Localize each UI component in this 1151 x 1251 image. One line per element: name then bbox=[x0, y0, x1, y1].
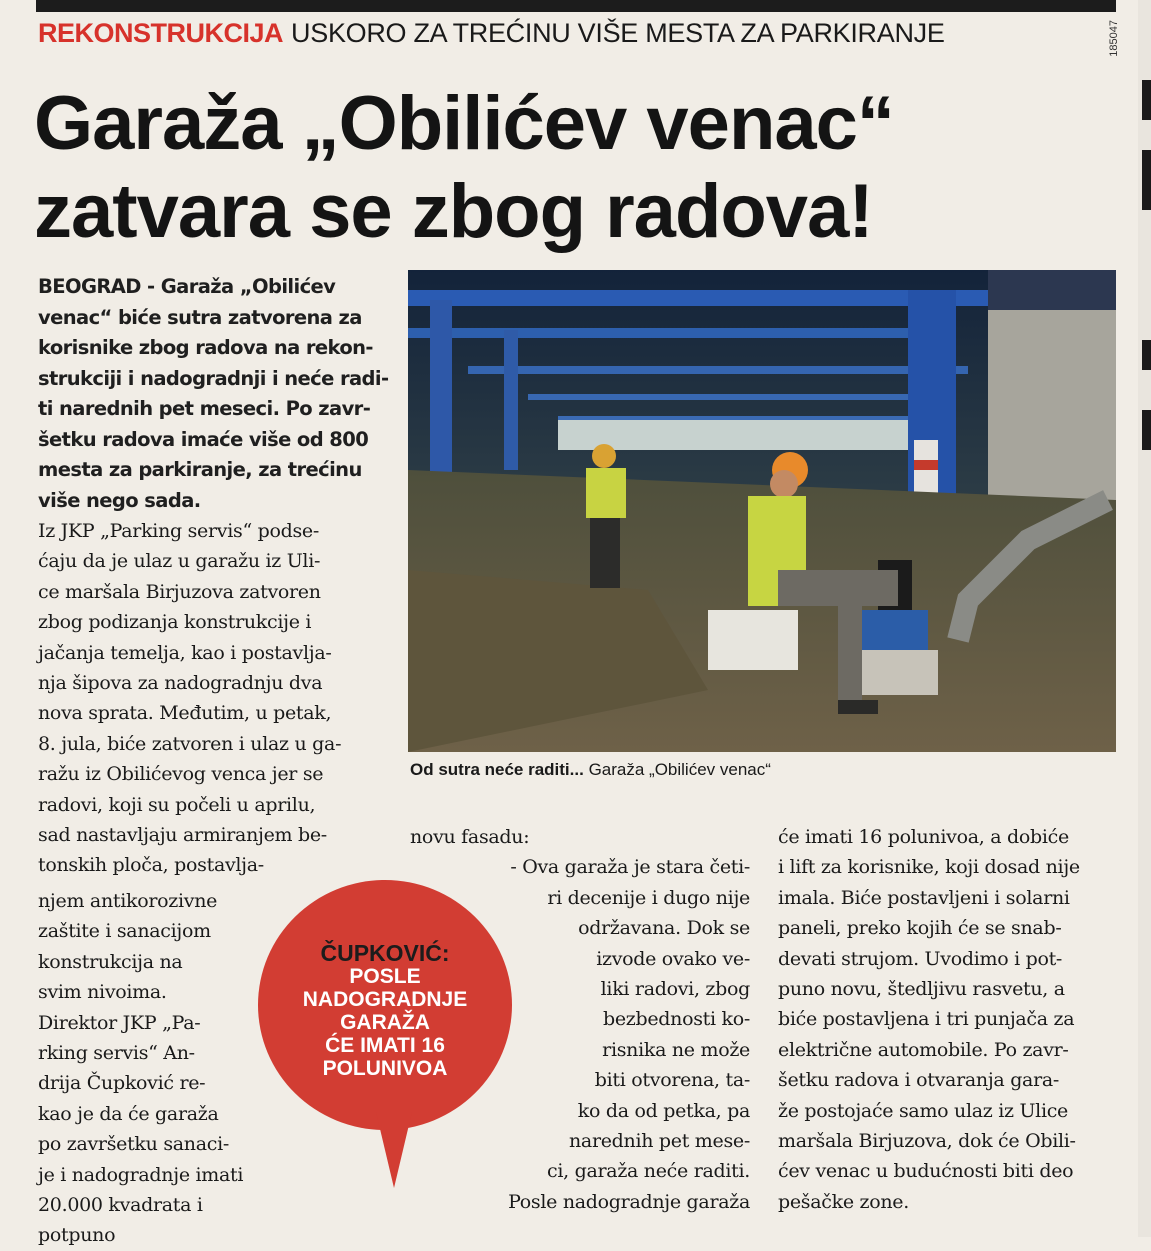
body-line: ćaju da je ulaz u garažu iz Uli- bbox=[38, 550, 321, 573]
body-line: po završetku sanaci- bbox=[38, 1133, 229, 1156]
body-line: rking servis“ An- bbox=[38, 1042, 195, 1065]
lead-line: mesta za parkiranje, za trećinu bbox=[38, 458, 362, 481]
body-line: Posle nadogradnje garaža bbox=[508, 1190, 750, 1213]
body-line: biće postavljena i tri punjača za bbox=[778, 1008, 1075, 1031]
pull-quote-line: GARAŽA bbox=[340, 1011, 430, 1034]
headline-line-1: Garaža „Obilićev venac“ bbox=[34, 81, 894, 166]
body-line: šetku radova i otvaranja gara- bbox=[778, 1069, 1060, 1092]
body-line: sad nastavljaju armiranjem be- bbox=[38, 824, 327, 847]
dateline: BEOGRAD - bbox=[38, 275, 155, 298]
headline-line-2: zatvara se zbog radova! bbox=[34, 169, 873, 254]
lead-line: više nego sada. bbox=[38, 488, 201, 512]
body-column-1 bbox=[38, 516, 398, 881]
construction-worker-photo bbox=[408, 270, 1116, 752]
lead-line: šetku radova imaće više od 800 bbox=[38, 427, 369, 451]
top-rule bbox=[36, 0, 1116, 12]
body-line: konstrukcija na bbox=[38, 950, 183, 973]
body-line: drija Čupković re- bbox=[38, 1072, 206, 1095]
body-line: pešačke zone. bbox=[778, 1190, 909, 1213]
caption-text: Garaža „Obilićev venac“ bbox=[588, 760, 771, 779]
article-photo bbox=[408, 270, 1116, 752]
body-line: puno novu, štedljivu rasvetu, a bbox=[778, 978, 1065, 1001]
body-column-3 bbox=[778, 822, 1118, 1217]
body-line: kao je da će garaža bbox=[38, 1102, 219, 1125]
body-line: tonskih ploča, postavlja- bbox=[38, 854, 264, 877]
kicker bbox=[38, 18, 945, 58]
body-line: paneli, preko kojih će se snab- bbox=[778, 917, 1062, 940]
kicker-tag: REKONSTRUKCIJA bbox=[38, 18, 284, 48]
lead-line: BEOGRAD - Garaža „Obilićev bbox=[38, 275, 336, 298]
body-line: liki radovi, zbog bbox=[600, 978, 750, 1001]
body-line: radovi, koji su počeli u aprilu, bbox=[38, 793, 316, 816]
body-line: svim nivoima. bbox=[38, 981, 167, 1004]
body-line: ražu iz Obilićevog venca jer se bbox=[38, 763, 324, 786]
lead-line: ti narednih pet meseci. Po zavr- bbox=[38, 397, 371, 420]
lead-line: strukciji i nadogradnji i neće radi- bbox=[38, 366, 389, 390]
body-line: je i nadogradnje imati bbox=[38, 1163, 244, 1186]
body-line: ćev venac u budućnosti biti deo bbox=[778, 1160, 1074, 1183]
body-column-2 bbox=[410, 822, 750, 1217]
body-line: će imati 16 polunivoa, a dobiće bbox=[778, 826, 1069, 848]
body-line: njem antikorozivne bbox=[38, 890, 218, 912]
kicker-subtitle: USKORO ZA TREĆINU VIŠE MESTA ZA PARKIRANJE bbox=[291, 18, 945, 48]
body-line: izvode ovako ve- bbox=[596, 947, 750, 970]
pull-quote-speaker: ČUPKOVIĆ: bbox=[320, 940, 450, 966]
body-line: Iz JKP „Parking servis“ podse- bbox=[38, 520, 319, 542]
body-line: novu fasadu: bbox=[410, 826, 530, 848]
body-line: nova sprata. Međutim, u petak, bbox=[38, 702, 332, 725]
body-line: biti otvorena, ta- bbox=[594, 1069, 750, 1092]
body-line: risnika ne može bbox=[602, 1038, 750, 1061]
body-line: i lift za korisnike, koji dosad nije bbox=[778, 856, 1080, 879]
pull-quote-line: POLUNIVOA bbox=[322, 1057, 448, 1080]
body-line: devati strujom. Uvodimo i pot- bbox=[778, 947, 1063, 970]
body-line: ce maršala Birjuzova zatvoren bbox=[38, 580, 321, 603]
headline bbox=[34, 80, 1114, 256]
photo-caption bbox=[410, 760, 1118, 780]
adjacent-article-strip bbox=[1138, 0, 1151, 1237]
pull-quote-line: ĆE IMATI 16 bbox=[325, 1034, 445, 1057]
body-line: Direktor JKP „Pa- bbox=[38, 1011, 201, 1034]
caption-bold: Od sutra neće raditi... bbox=[410, 760, 584, 779]
body-line: nja šipova za nadogradnju dva bbox=[38, 672, 323, 695]
body-line: zbog podizanja konstrukcije i bbox=[38, 611, 312, 634]
body-line: - Ova garaža je stara četi- bbox=[510, 856, 750, 879]
lead-line: venac“ biće sutra zatvorena za bbox=[38, 305, 362, 329]
body-line: že postojaće samo ulaz iz Ulice bbox=[778, 1099, 1069, 1122]
body-line: ri decenije i dugo nije bbox=[547, 886, 750, 909]
lead-paragraph bbox=[38, 272, 398, 516]
pull-quote-line: NADOGRADNJE bbox=[302, 988, 468, 1011]
body-line: zaštite i sanacijom bbox=[38, 920, 211, 943]
body-line: održavana. Dok se bbox=[578, 917, 750, 940]
body-line: narednih pet mese- bbox=[568, 1130, 750, 1153]
lead-line: korisnike zbog radova na rekon- bbox=[38, 336, 373, 359]
pull-quote-pointer bbox=[376, 1112, 412, 1188]
body-line: maršala Birjuzova, dok će Obili- bbox=[778, 1130, 1076, 1153]
body-line: ci, garaža neće raditi. bbox=[547, 1160, 750, 1183]
pull-quote-line: POSLE bbox=[349, 965, 421, 988]
body-line: ko da od petka, pa bbox=[577, 1099, 750, 1122]
body-line: bezbednosti ko- bbox=[602, 1008, 750, 1031]
body-column-1-narrow bbox=[38, 886, 268, 1251]
body-line: električne automobile. Po zavr- bbox=[778, 1038, 1069, 1061]
body-line: imala. Biće postavljeni i solarni bbox=[778, 886, 1070, 909]
body-line: jačanja temelja, kao i postavlja- bbox=[38, 641, 332, 664]
body-line: 8. jula, biće zatvoren i ulaz u ga- bbox=[38, 732, 342, 755]
clip-code: 185047 bbox=[1108, 20, 1120, 57]
body-line: 20.000 kvadrata i potpuno bbox=[38, 1194, 203, 1247]
